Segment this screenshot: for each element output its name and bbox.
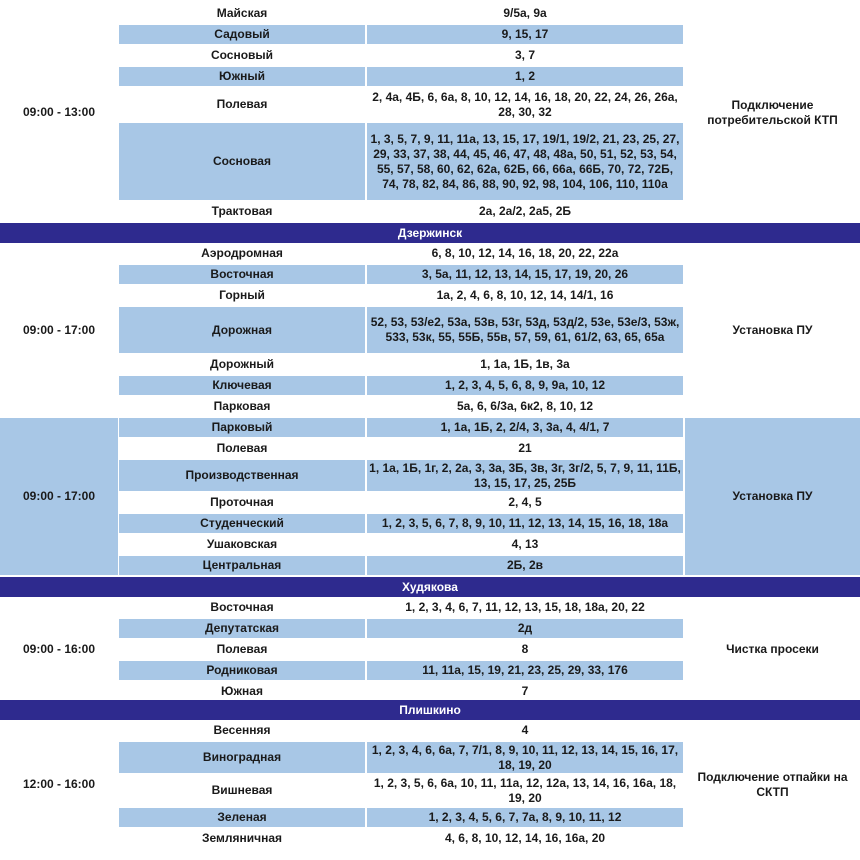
street-name-cell: Сосновый (119, 46, 365, 65)
time-range-cell: 09:00 - 17:00 (0, 244, 118, 416)
street-name-cell: Южная (119, 682, 365, 701)
house-numbers-cell: 2а, 2а/2, 2а5, 2Б (367, 202, 683, 221)
street-name-cell: Земляничная (119, 829, 365, 848)
work-type-cell: Подключение потребительской КТП (685, 4, 860, 221)
house-numbers-cell: 1, 2, 3, 4, 6, 6а, 7, 7/1, 8, 9, 10, 11, 12, 13, 14, 15, 16, 17, 18, 19, 20 (367, 742, 683, 773)
house-numbers-cell: 1, 2, 3, 5, 6, 7, 8, 9, 10, 11, 12, 13, 14, 15, 16, 18, 18а (367, 514, 683, 533)
street-name-cell: Полевая (119, 88, 365, 121)
city-header: Дзержинск (0, 223, 860, 243)
street-name-cell: Центральная (119, 556, 365, 575)
work-type-cell: Чистка просеки (685, 598, 860, 701)
house-numbers-cell: 9/5а, 9а (367, 4, 683, 23)
street-name-cell: Аэродромная (119, 244, 365, 263)
house-numbers-cell: 1, 3, 5, 7, 9, 11, 11а, 13, 15, 17, 19/1, 19/2, 21, 23, 25, 27, 29, 33, 37, 38, 44, 45, 46, 47, 48, 48а, 50, 51, 52, 53, 54, 55, 57, 58, 60, 62, 62а, 62Б, 66, 66а, 66Б, 70, 72, 72Б, 74, 78, 82, 84, 86, 88, 90, 92, 98, 104, 106, 110, 110а (367, 123, 683, 200)
house-numbers-cell: 5а, 6, 6/3а, 6к2, 8, 10, 12 (367, 397, 683, 416)
time-range-cell: 12:00 - 16:00 (0, 721, 118, 848)
house-numbers-cell: 3, 5а, 11, 12, 13, 14, 15, 17, 19, 20, 26 (367, 265, 683, 284)
house-numbers-cell: 1, 2, 3, 5, 6, 6а, 10, 11, 11а, 12, 12а, 13, 14, 16, 16а, 18, 19, 20 (367, 775, 683, 806)
street-name-cell: Студенческий (119, 514, 365, 533)
street-name-cell: Депутатская (119, 619, 365, 638)
house-numbers-cell: 2, 4, 5 (367, 493, 683, 512)
street-name-cell: Восточная (119, 265, 365, 284)
street-name-cell: Парковый (119, 418, 365, 437)
house-numbers-cell: 1, 1а, 1Б, 2, 2/4, 3, 3а, 4, 4/1, 7 (367, 418, 683, 437)
street-name-cell: Восточная (119, 598, 365, 617)
work-type-cell: Подключение отпайки на СКТП (685, 721, 860, 848)
street-name-cell: Проточная (119, 493, 365, 512)
house-numbers-cell: 21 (367, 439, 683, 458)
house-numbers-cell: 1, 2, 3, 4, 5, 6, 7, 7а, 8, 9, 10, 11, 12 (367, 808, 683, 827)
house-numbers-cell: 2д (367, 619, 683, 638)
time-range-cell: 09:00 - 13:00 (0, 4, 118, 221)
time-range-cell: 09:00 - 17:00 (0, 418, 118, 575)
house-numbers-cell: 2, 4а, 4Б, 6, 6а, 8, 10, 12, 14, 16, 18, 20, 22, 24, 26, 26а, 28, 30, 32 (367, 88, 683, 121)
house-numbers-cell: 11, 11а, 15, 19, 21, 23, 25, 29, 33, 176 (367, 661, 683, 680)
house-numbers-cell: 8 (367, 640, 683, 659)
street-name-cell: Производственная (119, 460, 365, 491)
house-numbers-cell: 1а, 2, 4, 6, 8, 10, 12, 14, 14/1, 16 (367, 286, 683, 305)
street-name-cell: Родниковая (119, 661, 365, 680)
street-name-cell: Ушаковская (119, 535, 365, 554)
house-numbers-cell: 1, 2 (367, 67, 683, 86)
house-numbers-cell: 4 (367, 721, 683, 740)
street-name-cell: Зеленая (119, 808, 365, 827)
street-name-cell: Майская (119, 4, 365, 23)
house-numbers-cell: 2Б, 2в (367, 556, 683, 575)
street-name-cell: Весенняя (119, 721, 365, 740)
street-name-cell: Трактовая (119, 202, 365, 221)
house-numbers-cell: 1, 2, 3, 4, 5, 6, 8, 9, 9а, 10, 12 (367, 376, 683, 395)
house-numbers-cell: 52, 53, 53/е2, 53а, 53в, 53г, 53д, 53д/2, 53е, 53е/3, 53ж, 533, 53к, 55, 55Б, 55в, 57, 59, 61, 61/2, 63, 65, 65а (367, 307, 683, 353)
street-name-cell: Южный (119, 67, 365, 86)
city-header: Худякова (0, 577, 860, 597)
street-name-cell: Дорожный (119, 355, 365, 374)
house-numbers-cell: 6, 8, 10, 12, 14, 16, 18, 20, 22, 22а (367, 244, 683, 263)
street-name-cell: Виноградная (119, 742, 365, 773)
house-numbers-cell: 9, 15, 17 (367, 25, 683, 44)
street-name-cell: Сосновая (119, 123, 365, 200)
street-name-cell: Полевая (119, 640, 365, 659)
time-range-cell: 09:00 - 16:00 (0, 598, 118, 701)
street-name-cell: Парковая (119, 397, 365, 416)
street-name-cell: Садовый (119, 25, 365, 44)
house-numbers-cell: 1, 1а, 1Б, 1в, 3а (367, 355, 683, 374)
house-numbers-cell: 4, 13 (367, 535, 683, 554)
city-header: Плишкино (0, 700, 860, 720)
house-numbers-cell: 3, 7 (367, 46, 683, 65)
work-type-cell: Установка ПУ (685, 418, 860, 575)
street-name-cell: Вишневая (119, 775, 365, 806)
street-name-cell: Полевая (119, 439, 365, 458)
house-numbers-cell: 1, 1а, 1Б, 1г, 2, 2а, 3, 3а, 3Б, 3в, 3г, 3г/2, 5, 7, 9, 11, 11Б, 13, 15, 17, 25, 25Б (367, 460, 683, 491)
street-name-cell: Ключевая (119, 376, 365, 395)
street-name-cell: Горный (119, 286, 365, 305)
house-numbers-cell: 1, 2, 3, 4, 6, 7, 11, 12, 13, 15, 18, 18а, 20, 22 (367, 598, 683, 617)
house-numbers-cell: 7 (367, 682, 683, 701)
work-type-cell: Установка ПУ (685, 244, 860, 416)
house-numbers-cell: 4, 6, 8, 10, 12, 14, 16, 16а, 20 (367, 829, 683, 848)
street-name-cell: Дорожная (119, 307, 365, 353)
